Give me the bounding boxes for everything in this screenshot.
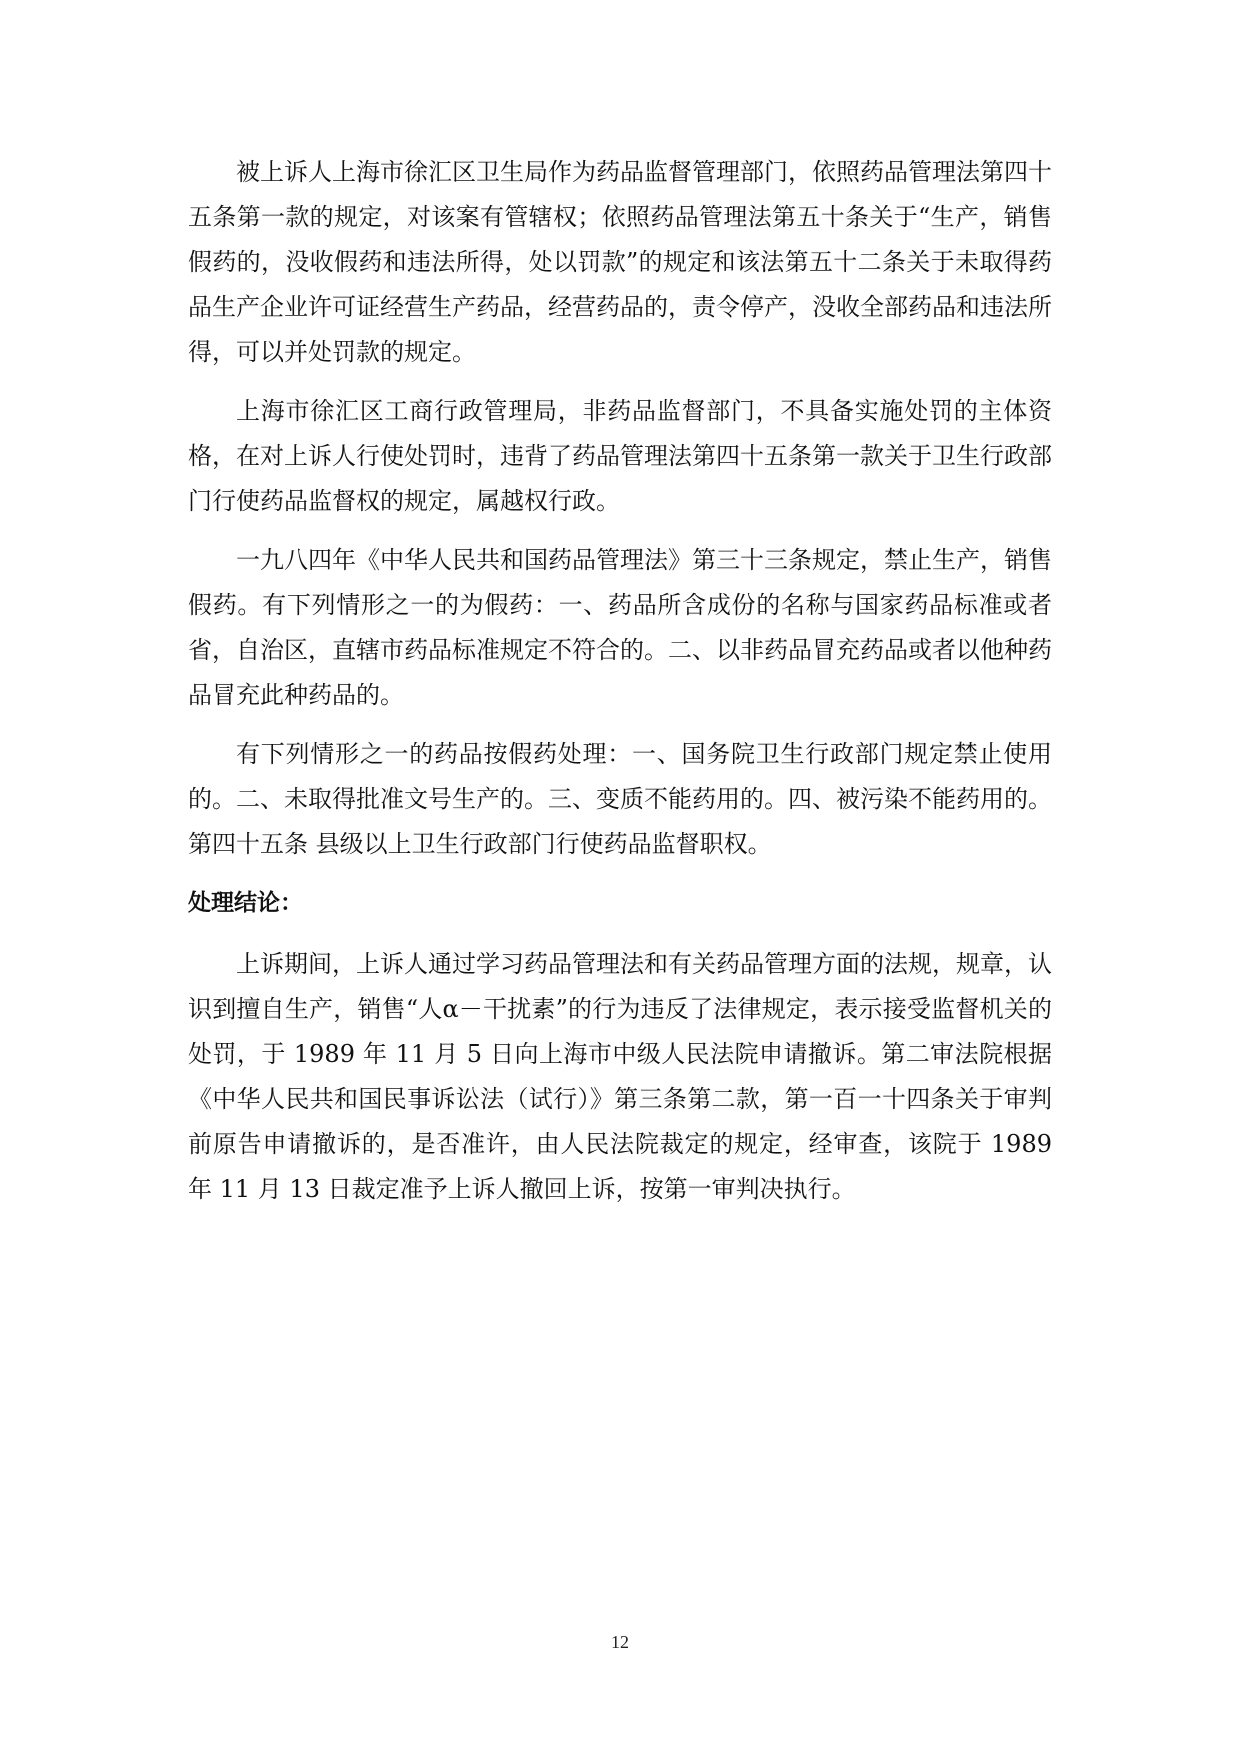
- body-paragraph: 被上诉人上海市徐汇区卫生局作为药品监督管理部门，依照药品管理法第四十五条第一款的规定，对该案有管辖权；依照药品管理法第五十条关于“生产，销售假药的，没收假药和违法所得，处以罚款”的规定和该法第五十二条关于未取得药品生产企业许可证经营生产药品，经营药品的，责令停产，没收全部药品和违法所得，可以并处罚款的规定。: [188, 158, 1052, 366]
- conclusion-paragraph: 上诉期间，上诉人通过学习药品管理法和有关药品管理方面的法规，规章，认识到擅自生产，销售“人α－干扰素”的行为违反了法律规定，表示接受监督机关的处罚，于 1989 年 11 月 5 日向上海市中级人民法院申请撤诉。第二审法院根据《中华人民共和国民事诉讼法（试行）》第三条第二款，第一百一十四条关于审判前原告申请撤诉的，是否准许，由人民法院裁定的规定，经审查，该院于 1989 年 11 月 13 日裁定准予上诉人撤回上诉，按第一审判决执行。: [188, 950, 1052, 1203]
- body-paragraph: 有下列情形之一的药品按假药处理：一、国务院卫生行政部门规定禁止使用的。二、未取得批准文号生产的。三、变质不能药用的。四、被污染不能药用的。第四十五条 县级以上卫生行政部门行使药品监督职权。: [188, 740, 1052, 858]
- body-paragraph: 上海市徐汇区工商行政管理局，非药品监督部门，不具备实施处罚的主体资格，在对上诉人行使处罚时，违背了药品管理法第四十五条第一款关于卫生行政部门行使药品监督权的规定，属越权行政。: [188, 397, 1052, 515]
- conclusion-heading: 处理结论：: [188, 890, 303, 916]
- body-paragraph: 一九八四年《中华人民共和国药品管理法》第三十三条规定，禁止生产，销售假药。有下列情形之一的为假药：一、药品所含成份的名称与国家药品标准或者省，自治区，直辖市药品标准规定不符合的。二、以非药品冒充药品或者以他种药品冒充此种药品的。: [188, 546, 1052, 709]
- page-number: 12: [611, 1632, 629, 1652]
- document-body: [188, 150, 1052, 1226]
